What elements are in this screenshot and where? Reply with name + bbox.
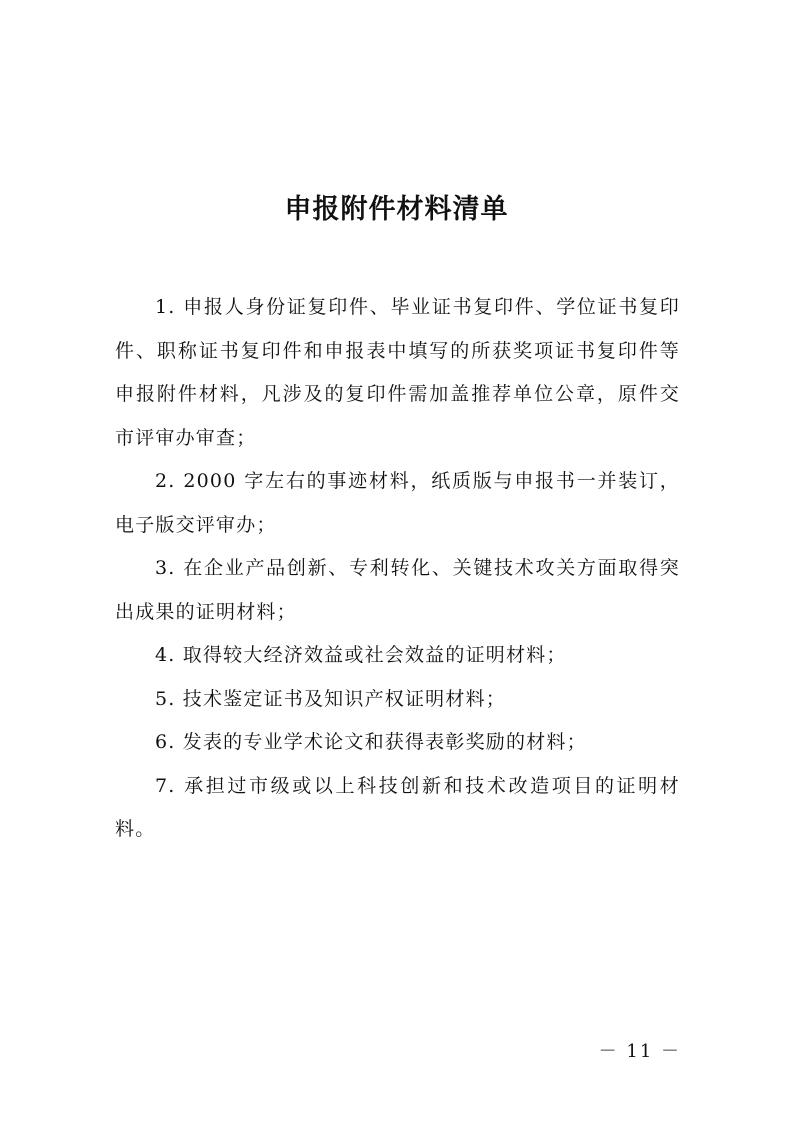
list-item: 5. 技术鉴定证书及知识产权证明材料；: [155, 687, 506, 710]
list-item: 1. 申报人身份证复印件、毕业证书复印件、学位证书复印件、职称证书复印件和申报表中填写的所获奖项证书复印件等申报附件材料，凡涉及的复印件需加盖推荐单位公章，原件交市评审办审查；: [115, 296, 680, 449]
list-item: 6. 发表的专业学术论文和获得表彰奖励的材料；: [155, 731, 587, 753]
list-item: 3. 在企业产品创新、专利转化、关键技术攻关方面取得突出成果的证明材料；: [115, 557, 680, 623]
document-title: 申报附件材料清单: [284, 194, 509, 225]
page-number: － 11 －: [598, 1041, 681, 1062]
list-item: 2. 2000 字左右的事迹材料，纸质版与申报书一并装订，电子版交评审办；: [115, 470, 680, 536]
list-item: 4. 取得较大经济效益或社会效益的证明材料；: [155, 644, 567, 666]
list-item: 7. 承担过市级或以上科技创新和技术改造项目的证明材料。: [115, 774, 680, 840]
document-body: [115, 286, 680, 852]
